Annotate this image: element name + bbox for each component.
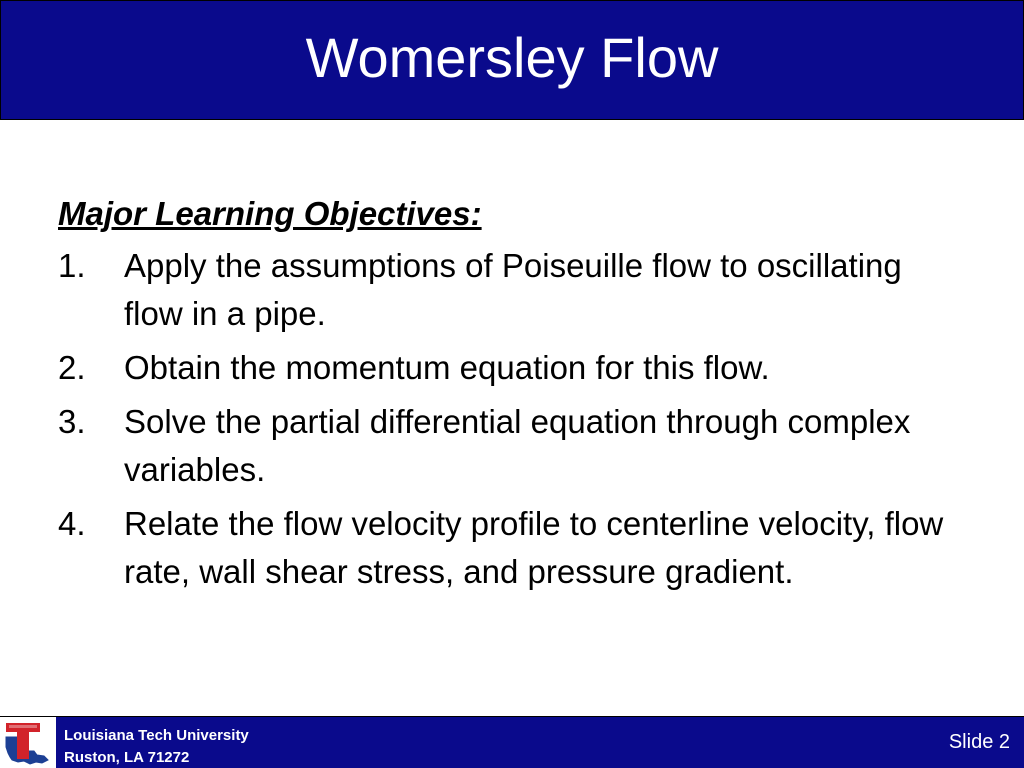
objective-item <box>58 242 958 338</box>
objective-number: 3. <box>58 403 86 440</box>
logo-graphic <box>0 717 56 768</box>
objective-item <box>58 398 958 494</box>
footer-university: Louisiana Tech University <box>64 727 249 744</box>
objective-text: Apply the assumptions of Poiseuille flow to oscillating flow in a pipe. <box>124 247 902 332</box>
objective-text: Solve the partial differential equation through complex variables. <box>124 403 911 488</box>
footer-bar <box>0 716 1024 768</box>
objective-number: 1. <box>58 247 86 284</box>
objective-number: 2. <box>58 349 86 386</box>
objective-item <box>58 500 958 596</box>
slide-content <box>58 192 958 602</box>
slide-number: Slide 2 <box>948 731 1010 753</box>
objective-item <box>58 344 958 392</box>
title-bar <box>0 0 1024 120</box>
objective-text: Relate the flow velocity profile to centerline velocity, flow rate, wall shear stress, and pressure gradient. <box>124 505 944 590</box>
louisiana-tech-logo-icon <box>0 717 56 768</box>
objectives-heading: Major Learning Objectives: <box>58 195 482 232</box>
objective-text: Obtain the momentum equation for this flow. <box>124 349 770 386</box>
objectives-list <box>58 242 958 596</box>
objective-number: 4. <box>58 505 86 542</box>
slide-title: Womersley Flow <box>305 26 719 89</box>
footer-location: Ruston, LA 71272 <box>64 749 190 766</box>
